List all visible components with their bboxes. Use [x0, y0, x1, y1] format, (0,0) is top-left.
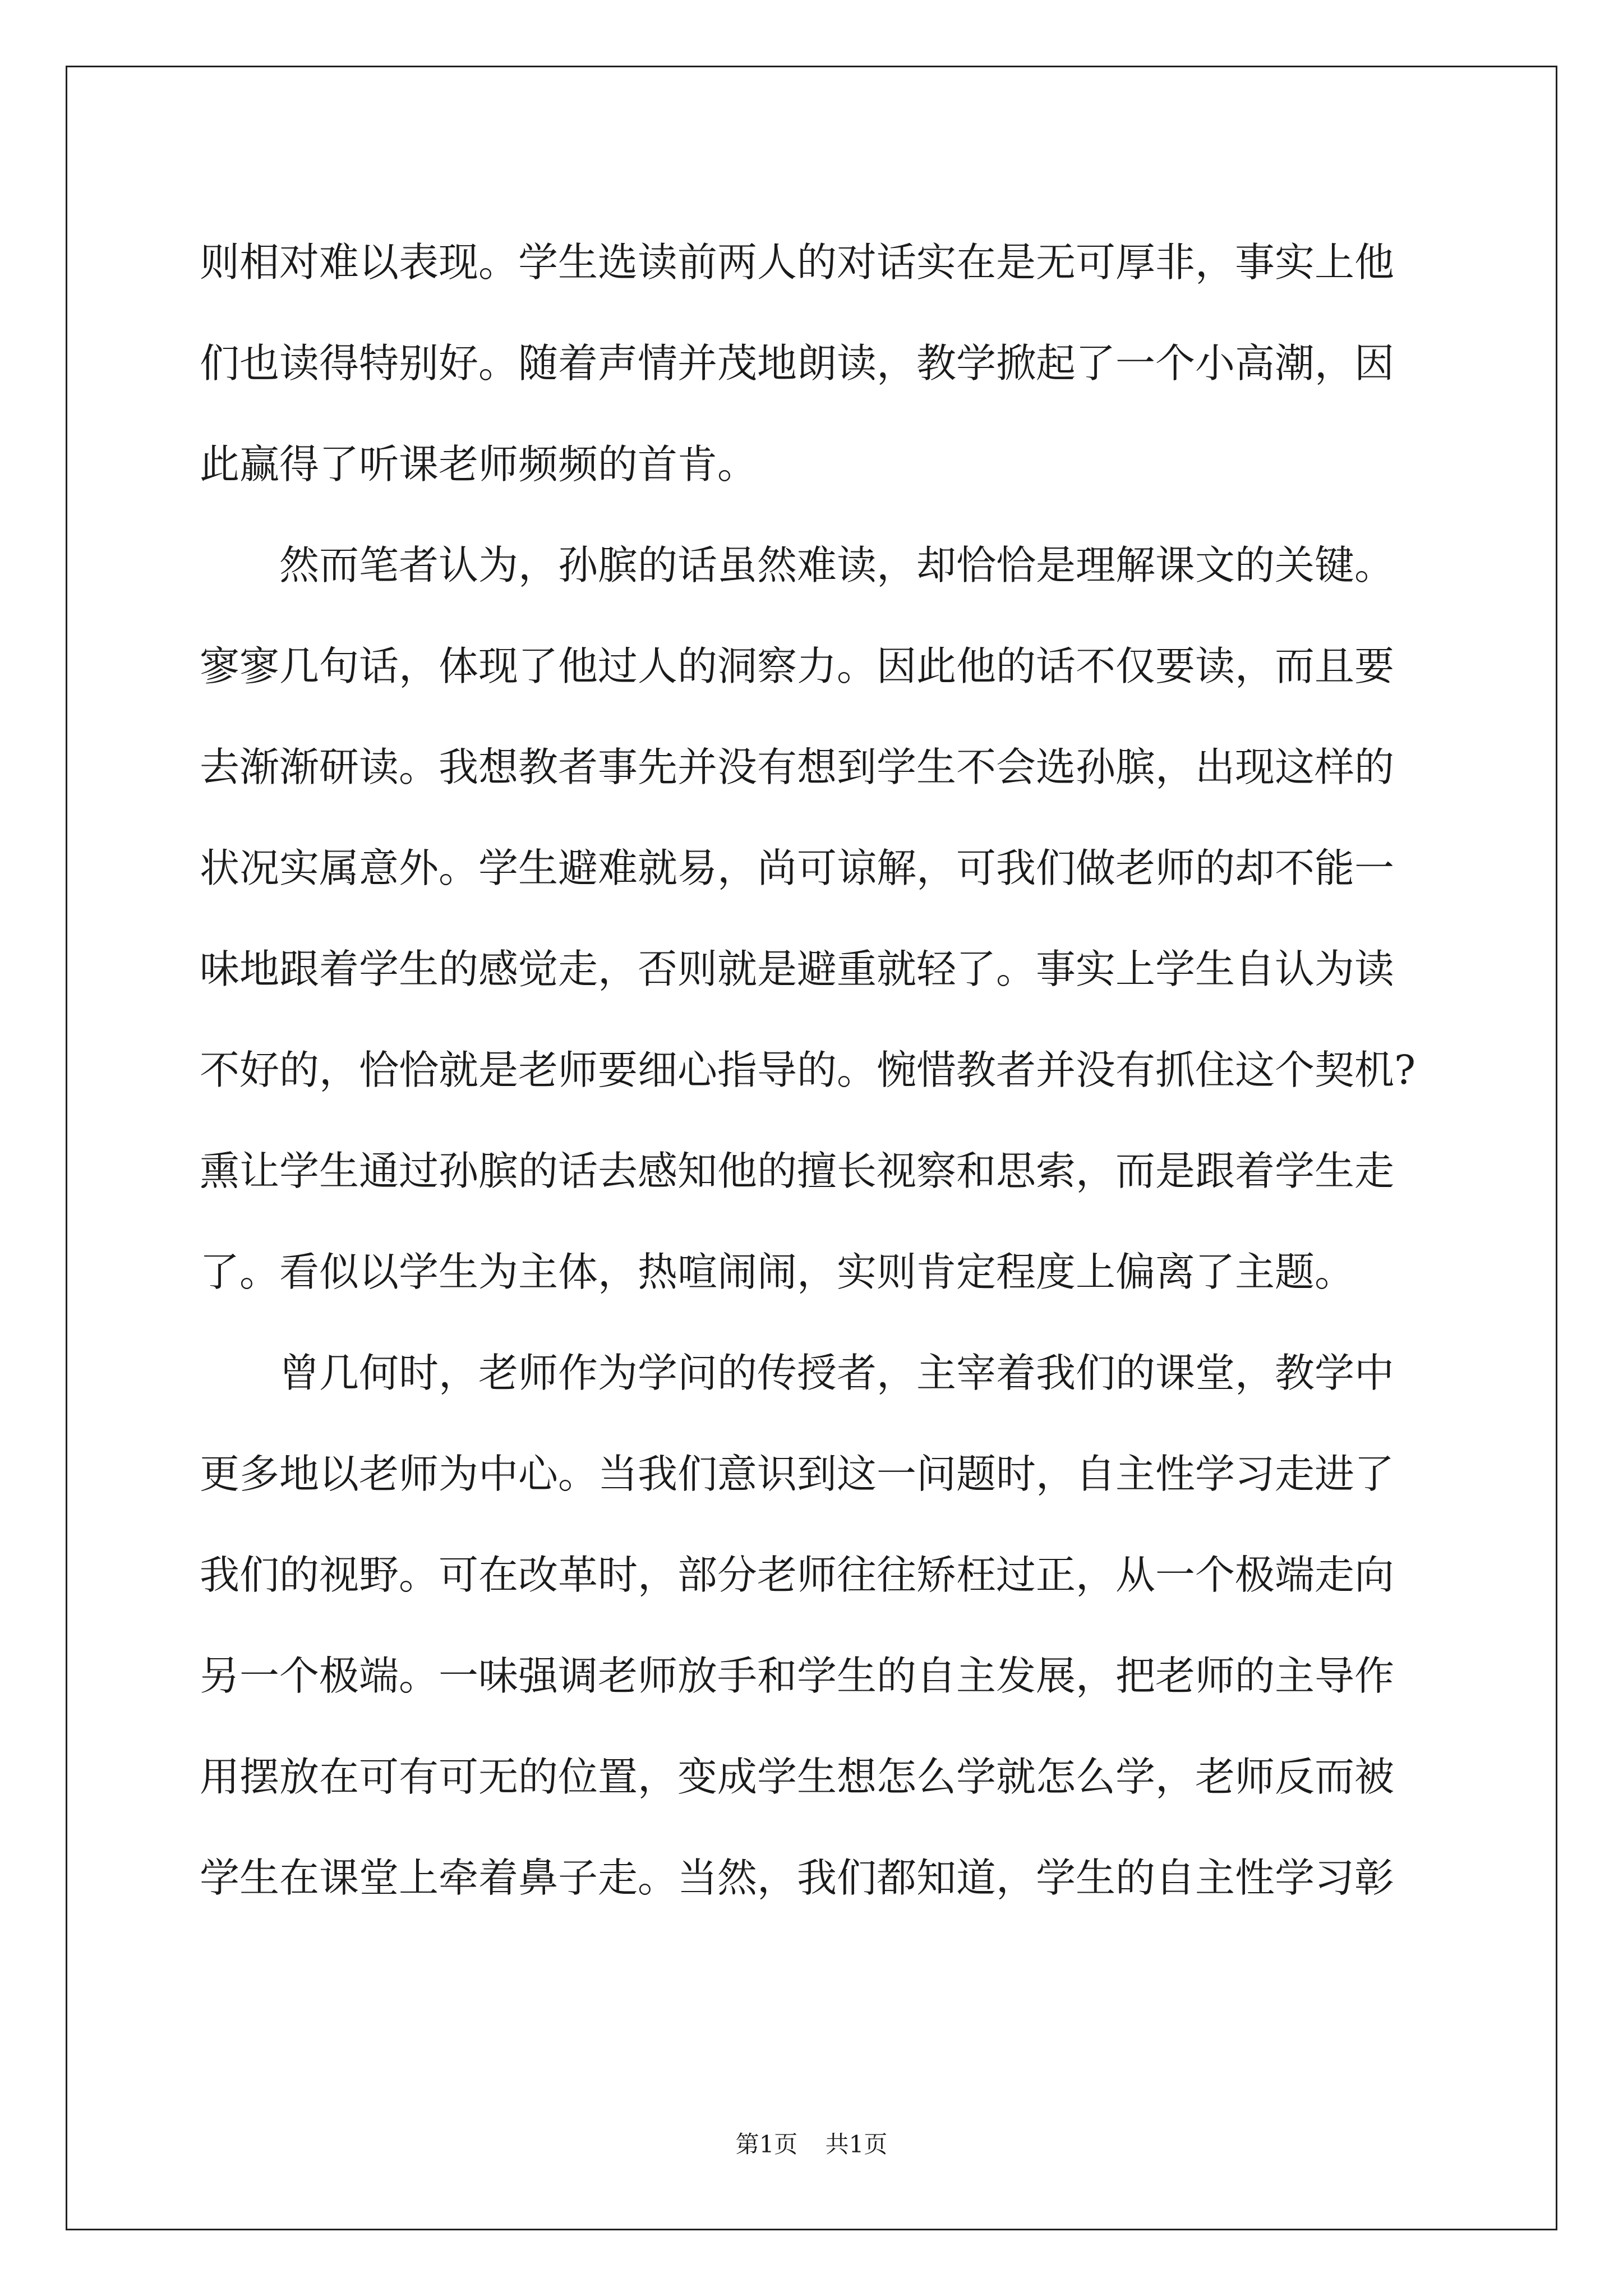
text-line: 更多地以老师为中心。当我们意识到这一问题时，自主性学习走进了	[200, 1451, 1395, 1497]
text-line: 状况实属意外。学生避难就易，尚可谅解，可我们做老师的却不能一	[200, 845, 1395, 891]
text-line: 用摆放在可有可无的位置，变成学生想怎么学就怎么学，老师反而被	[200, 1754, 1395, 1800]
text-line: 味地跟着学生的感觉走，否则就是避重就轻了。事实上学生自认为读	[200, 946, 1395, 992]
body-text	[200, 212, 1428, 1929]
text-line: 熏让学生通过孙膑的话去感知他的擅长视察和思索，而是跟着学生走	[200, 1148, 1395, 1194]
text-line: 然而笔者认为，孙膑的话虽然难读，却恰恰是理解课文的关键。	[200, 542, 1395, 588]
text-line: 此赢得了听课老师频频的首肯。	[200, 441, 758, 487]
text-line: 另一个极端。一味强调老师放手和学生的自主发展，把老师的主导作	[200, 1653, 1395, 1699]
text-line: 不好的，恰恰就是老师要细心指导的。惋惜教者并没有抓住这个契机?	[200, 1047, 1416, 1093]
text-line: 寥寥几句话，体现了他过人的洞察力。因此他的话不仅要读，而且要	[200, 643, 1395, 689]
text-line: 我们的视野。可在改革时，部分老师往往矫枉过正，从一个极端走向	[200, 1552, 1395, 1598]
page-footer	[0, 2126, 1623, 2160]
text-line: 了。看似以学生为主体，热喧闹闹，实则肯定程度上偏离了主题。	[200, 1249, 1355, 1295]
text-line: 曾几何时，老师作为学问的传授者，主宰着我们的课堂，教学中	[200, 1350, 1395, 1396]
page-number-total: 共1页	[825, 2131, 888, 2158]
page-number-current: 第1页	[735, 2131, 798, 2158]
text-line: 们也读得特别好。随着声情并茂地朗读，教学掀起了一个小高潮，因	[200, 340, 1395, 386]
text-line: 学生在课堂上牵着鼻子走。当然，我们都知道，学生的自主性学习彰	[200, 1855, 1395, 1901]
text-line: 则相对难以表现。学生选读前两人的对话实在是无可厚非，事实上他	[200, 239, 1395, 286]
text-line: 去渐渐研读。我想教者事先并没有想到学生不会选孙膑，出现这样的	[200, 744, 1395, 790]
